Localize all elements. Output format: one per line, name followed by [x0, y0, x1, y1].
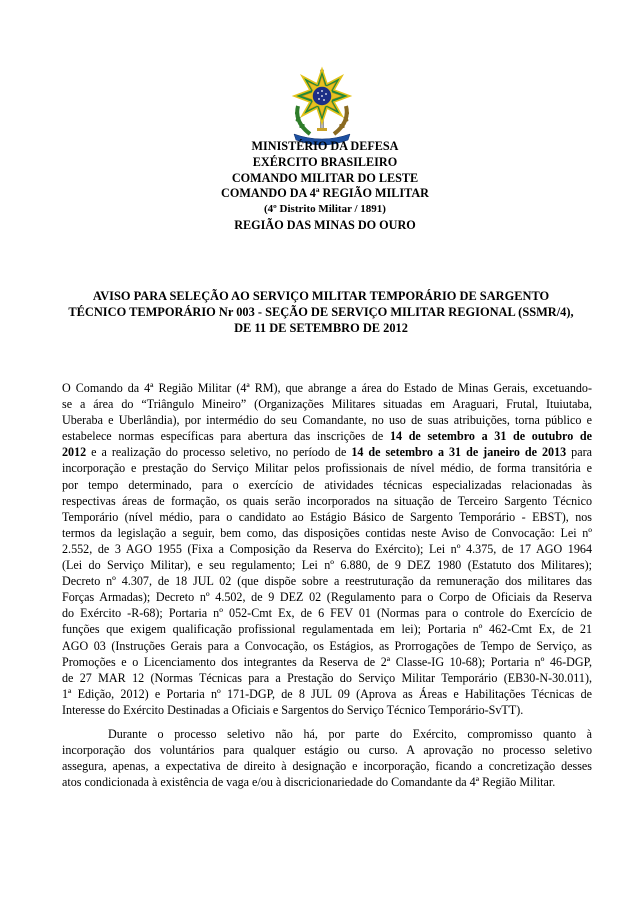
header-line: COMANDO MILITAR DO LESTE [231, 170, 419, 185]
registration-period-year: 2012 [62, 445, 87, 460]
text-line: Temporário (nível médio, para o candidato ao Estágio Básico de Sargento Temporário - EBST), nos [62, 509, 592, 524]
title-line: AVISO PARA SELEÇÃO AO SERVIÇO MILITAR TEMPORÁRIO DE SARGENTO [92, 289, 550, 303]
registration-period: 14 de setembro a 31 de outubro de [389, 429, 592, 444]
text-line: por tempo determinado, para o exercício de atividades técnicas especializadas relacionadas às [62, 477, 592, 492]
text-line: Durante o processo seletivo não há, por parte do Exército, compromisso quanto à [108, 727, 592, 741]
text-fragment: e a realização do processo seletivo, no período de [86, 445, 352, 460]
header-line: COMANDO DA 4ª REGIÃO MILITAR [221, 186, 429, 201]
text-line: AGO 03 (Instruções Gerais para a Convocação, os Estágios, as Prorrogações de Tempo de Serviço, as [62, 638, 592, 653]
paragraph-2 [62, 726, 592, 790]
text-line: 1ª Edição, 2012) e Portaria nº 171-DGP, de 8 JUL 09 (Aprova as Áreas e Habilitações Técnicas de [62, 686, 592, 701]
text-line: 2.552, de 3 AGO 1955 (Fixa a Composição da Reserva do Exército); Lei nº 4.375, de 17 AGO 1964 [62, 541, 592, 556]
text-line: funções que exigem qualificação profissional regulamentada em lei); Portaria nº 462-Cmt Ex, de 21 [62, 622, 592, 637]
paragraph-1 [62, 380, 592, 718]
header-line: (4º Distrito Militar / 1891) [264, 203, 386, 216]
notice-title [50, 288, 592, 336]
text-line: termos da legislação a seguir, bem como, das disposições contidas neste Aviso de Convocação: Lei nº [62, 525, 592, 540]
text-fragment: estabelece normas específicas para abertura das inscrições de [62, 429, 390, 444]
text-line [62, 444, 592, 460]
text-line: do Exército -R-68); Portaria nº 052-Cmt Ex, de 6 FEV 01 (Normas para o controle do Exercício de [62, 606, 592, 621]
text-line: atos condicionada à existência de vaga e/ou à discricionariedade do Comandante da 4ª Região Militar. [62, 775, 556, 790]
text-line: Forças Armadas); Decreto nº 4.502, de 9 DEZ 02 (Regulamento para o Corpo de Oficiais da Reserva [62, 590, 592, 605]
title-line: DE 11 DE SETEMBRO DE 2012 [234, 321, 408, 335]
text-line: de 27 MAR 12 (Normas Técnicas para a Prestação do Serviço Militar Temporário (EB30-N-30.011), [62, 670, 592, 685]
header-line: REGIÃO DAS MINAS DO OURO [234, 217, 416, 232]
title-line: TÉCNICO TEMPORÁRIO Nr 003 - SEÇÃO DE SERVIÇO MILITAR REGIONAL (SSMR/4), [68, 305, 574, 319]
header-line: MINISTÉRIO DA DEFESA [251, 139, 399, 153]
text-line: Promoções e o Licenciamento dos integrantes da Reserva de 2ª Classe-IG 10-68); Portaria nº 46-DGP, [62, 654, 592, 669]
text-fragment: para [566, 445, 592, 460]
text-line: incorporação dos voluntários para qualquer estágio ou curso. A aprovação no processo seletivo [62, 743, 592, 758]
text-line: Uberaba e Uberlândia), por intermédio do seu Comandante, no uso de suas atribuições, torna público e [62, 413, 592, 428]
text-line: Decreto nº 4.307, de 18 JUL 02 (que dispõe sobre a reestruturação da remuneração dos militares das [62, 574, 592, 589]
text-line: (Lei do Serviço Militar), e seu regulamento; Lei nº 6.880, de 9 DEZ 1980 (Estatuto dos Militares); [62, 558, 592, 573]
text-line: respectivas áreas de formação, os quais serão incorporados na situação de Terceiro Sargento Técnico [62, 493, 592, 508]
text-line: incorporação e prestação do Serviço Militar pelos profissionais de nível médio, de forma transitória e [62, 461, 592, 476]
header-line: EXÉRCITO BRASILEIRO [252, 154, 398, 169]
selection-period: 14 de setembro a 31 de janeiro de 2013 [351, 445, 567, 460]
text-line: assegura, apenas, a expectativa de direito à designação e incorporação, ficando a concretização desses [62, 759, 592, 774]
text-line: Interesse do Exército Destinadas a Oficiais e Sargentos do Serviço Técnico Temporário-SvTT). [62, 702, 524, 717]
institution-header [160, 139, 490, 234]
text-line: O Comando da 4ª Região Militar (4ª RM), que abrange a área do Estado de Minas Gerais, excetuando- [62, 381, 592, 395]
coat-of-arms-icon [288, 66, 356, 146]
text-line: se a área do “Triângulo Mineiro” (Organizações Militares situadas em Araguari, Frutal, Ituiutaba, [62, 397, 592, 412]
text-line [62, 428, 592, 444]
